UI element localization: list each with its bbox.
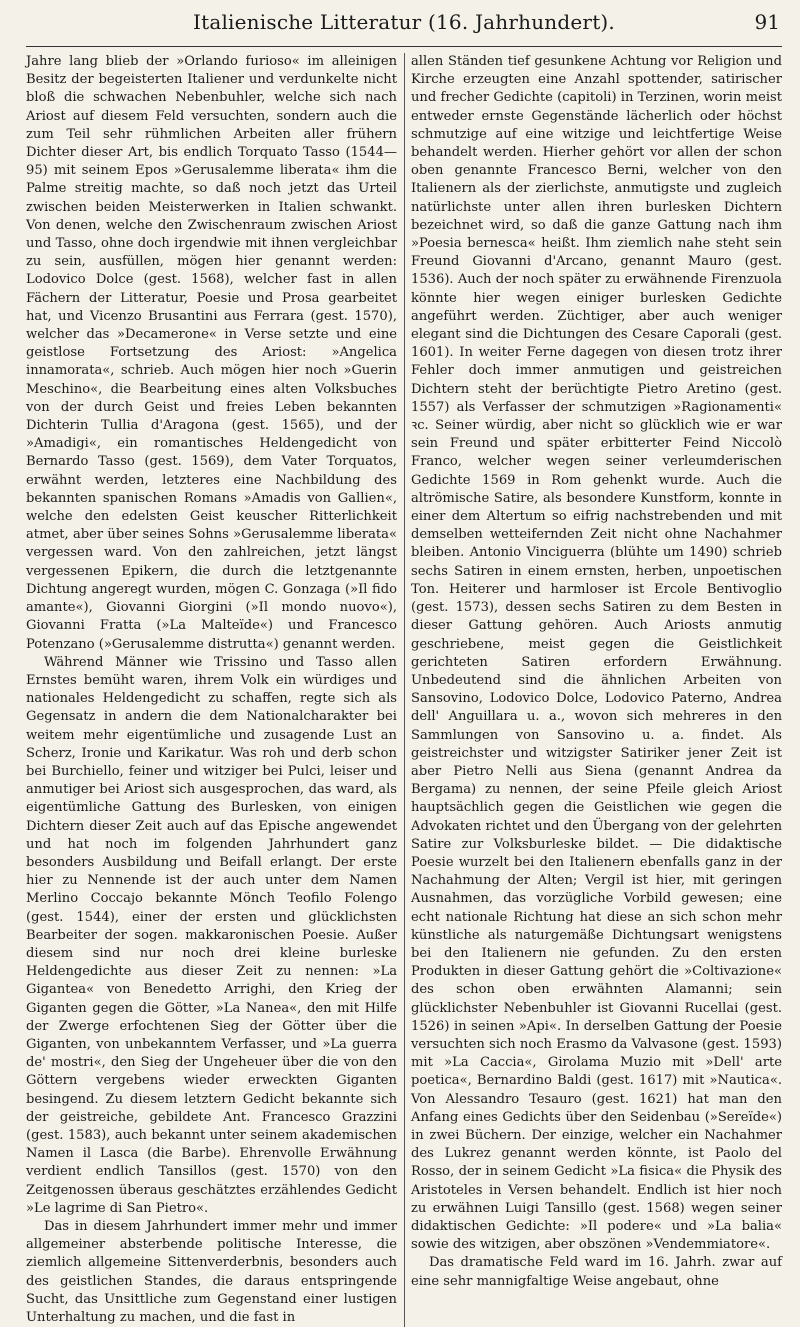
left-column xyxy=(26,53,397,1327)
right-column xyxy=(411,53,782,1327)
two-column-body xyxy=(26,53,782,1327)
paragraph: Das dramatische Feld ward im 16. Jahrh. zwar auf eine sehr mannigfaltige Weise angebaut, ohne xyxy=(411,1255,782,1289)
running-title: Italienische Litteratur (16. Jahrhundert). xyxy=(192,10,615,34)
page-number: 91 xyxy=(754,10,780,34)
column-divider xyxy=(404,53,405,1327)
running-header xyxy=(26,0,782,47)
paragraph: Das in diesem Jahrhundert immer mehr und immer allgemeiner absterbende politische Interesse, die ziemlich allgemeine Sittenverderbnis, besonders auch des geistlichen Standes, die daraus entspringende Sucht, das Unsittliche zum Gegenstand einer lustigen Unterhaltung zu machen, und die fast in xyxy=(26,1219,397,1326)
paragraph: Während Männer wie Trissino und Tasso allen Ernstes bemüht waren, ihrem Volk ein würdiges und nationales Heldengedicht zu schaffen, regte sich als Gegensatz in andern die dem Nationalcharakter bei weitem mehr eigentümliche und zusagende Lust an Scherz, Ironie und Karikatur. Was roh und derb schon bei Burchiello, feiner und witziger bei Pulci, leiser und anmutiger bei Ariost sich ausgesprochen, das ward, als eigentümliche Gattung des Burlesken, von einigen Dichtern dieser Zeit auch auf das Epische angewendet und hat noch im folgenden Jahrhundert ganz besonders Ausbildung und Beifall erlangt. Der erste hier zu Nennende ist der auch unter dem Namen Merlino Coccajo bekannte Mönch Teofilo Folengo (gest. 1544), einer der ersten und glücklichsten Bearbeiter der sogen. makkaronischen Poesie. Außer diesem sind nur noch drei kleine burleske Heldengedichte aus dieser Zeit zu nennen: »La Gigantea« von Benedetto Arrighi, den Krieg der Giganten gegen die Götter, »La Nanea«, den mit Hilfe der Zwerge erfochtenen Sieg der Götter über die Giganten, von unbekanntem Verfasser, und »La guerra de' mostri«, den Sieg der Ungeheuer über die von den Göttern vergebens wieder erweckten Giganten besingend. Zu diesem letztern Gedicht bekannte sich der geistreiche, gebildete Ant. Francesco Grazzini (gest. 1583), auch bekannt unter seinem akademischen Namen il Lasca (die Barbe). Ehrenvolle Erwähnung verdient endlich Tansillos (gest. 1570) von den Zeitgenossen überaus geschätztes erzählendes Gedicht »Le lagrime di San Pietro«. xyxy=(26,654,397,1216)
paragraph: Jahre lang blieb der »Orlando furioso« im alleinigen Besitz der begeisterten Italiener und verdunkelte nicht bloß die schwachen Nebenbuhler, welche sich nach Ariost auf diesem Feld versuchten, sondern auch die zum Teil sehr rühmlichen Arbeiten aller frühern Dichter dieser Art, bis endlich Torquato Tasso (1544—95) mit seinem Epos »Gerusalemme liberata« ihm die Palme streitig machte, so daß noch jetzt das Urteil zwischen beiden Meisterwerken in Italien schwankt. Von denen, welche den Zwischenraum zwischen Ariost und Tasso, ohne doch irgendwie mit ihnen vergleichbar zu sein, ausfüllen, mögen hier genannt werden: Lodovico Dolce (gest. 1568), welcher fast in allen Fächern der Litteratur, Poesie und Prosa gearbeitet hat, und Vicenzo Brusantini aus Ferrara (gest. 1570), welcher das »Decamerone« in Verse setzte und eine geistlose Fortsetzung des Ariost: »Angelica innamorata«, schrieb. Auch mögen hier noch »Guerin Meschino«, die Bearbeitung eines alten Volksbuches von der durch Geist und freies Leben bekannten Dichterin Tullia d'Aragona (gest. 1565), und der »Amadigi«, ein romantisches Heldengedicht von Bernardo Tasso (gest. 1569), dem Vater Torquatos, erwähnt werden, letzteres eine Nachbildung des bekannten spanischen Romans »Amadis von Gallien«, welche den edelsten Geist keuscher Ritterlichkeit atmet, aber über seines Sohns »Gerusalemme liberata« vergessen ward. Von den zahlreichen, jetzt längst vergessenen Epikern, die durch die letztgenannte Dichtung angeregt wurden, mögen C. Gonzaga (»Il fido amante«), Giovanni Giorgini (»Il mondo nuovo«), Giovanni Fratta (»La Malteïde«) und Francesco Potenzano (»Gerusalemme distrutta«) genannt werden. xyxy=(26,54,397,652)
paragraph: allen Ständen tief gesunkene Achtung vor Religion und Kirche erzeugten eine Anzahl spottender, satirischer und frecher Gedichte (capitoli) in Terzinen, worin meist entweder ernste Gegenstände lächerlich oder höchst schmutzige auf eine witzige und leichtfertige Weise behandelt werden. Hierher gehört vor allen der schon oben genannte Francesco Berni, welcher von den Italienern als der zierlichste, anmutigste und zugleich natürlichste unter allen ihren burlesken Dichtern bezeichnet wird, so daß die ganze Gattung nach ihm »Poesia bernesca« heißt. Ihm ziemlich nahe steht sein Freund Giovanni d'Arcano, genannt Mauro (gest. 1536). Auch der noch später zu erwähnende Firenzuola könnte hier wegen einiger burlesken Gedichte angeführt werden. Züchtiger, aber auch weniger elegant sind die Dichtungen des Cesare Caporali (gest. 1601). In weiter Ferne dagegen von diesen trotz ihrer Fehler doch immer anmutigen und geistreichen Dichtern steht der berüchtigte Pietro Aretino (gest. 1557) als Verfasser der schmutzigen »Ragionamenti« ꝛc. Seiner würdig, aber nicht so glücklich wie er war sein Freund und später erbitterter Feind Niccolò Franco, welcher wegen seiner verleumderischen Gedichte 1569 in Rom gehenkt wurde. Auch die altrömische Satire, als besondere Kunstform, konnte in einer dem Altertum so eifrig nachstrebenden und mit demselben wetteifernden Zeit nicht ohne Nachahmer bleiben. Antonio Vinciguerra (blühte um 1490) schrieb sechs Satiren in einem ernsten, herben, unpoetischen Ton. Heiterer und harmloser ist Ercole Bentivoglio (gest. 1573), dessen sechs Satiren zu dem Besten in dieser Gattung gehören. Auch Ariosts anmutig geschriebene, meist gegen die Geistlichkeit gerichteten Satiren erfordern Erwähnung. Unbedeutend sind die ähnlichen Arbeiten von Sansovino, Lodovico Dolce, Lodovico Paterno, Andrea dell' Anguillara u. a., wovon sich mehreres in den Sammlungen von Sansovino u. a. findet. Als geistreichster und witzigster Satiriker jener Zeit ist aber Pietro Nelli aus Siena (genannt Andrea da Bergama) zu nennen, der seine Pfeile gleich Ariost hauptsächlich gegen die Geistlichen wie gegen die Advokaten richtet und den Übergang von der gelehrten Satire zur Volksburleske bildet. — Die didaktische Poesie wurzelt bei den Italienern ebenfalls ganz in der Nachahmung der Alten; Vergil ist hier, mit geringen Ausnahmen, das vorzügliche Vorbild gewesen; eine echt nationale Richtung hat diese an sich schon mehr künstliche als naturgemäße Dichtungsart wenigstens bei den Italienern nie gefunden. Zu den ersten Produkten in dieser Gattung gehört die »Coltivazione« des schon oben erwähnten Alamanni; sein glücklichster Nebenbuhler ist Giovanni Rucellai (gest. 1526) in seinen »Api«. In derselben Gattung der Poesie versuchten sich noch Erasmo da Valvasone (gest. 1593) mit »La Caccia«, Girolama Muzio mit »Dell' arte poetica«, Bernardino Baldi (gest. 1617) mit »Nautica«. Von Alessandro Tesauro (gest. 1621) hat man den Anfang eines Gedichts über den Seidenbau (»Sereïde«) in zwei Büchern. Der einzige, welcher ein Nachahmer des Lukrez genannt werden könnte, ist Paolo del Rosso, der in seinem Gedicht »La fisica« die Physik des Aristoteles in Versen behandelt. Endlich ist hier noch zu erwähnen Luigi Tansillo (gest. 1568) wegen seiner didaktischen Gedichte: »Il podere« und »La balia« sowie des witzigen, aber obszönen »Vendemmiatore«. xyxy=(411,54,782,1253)
